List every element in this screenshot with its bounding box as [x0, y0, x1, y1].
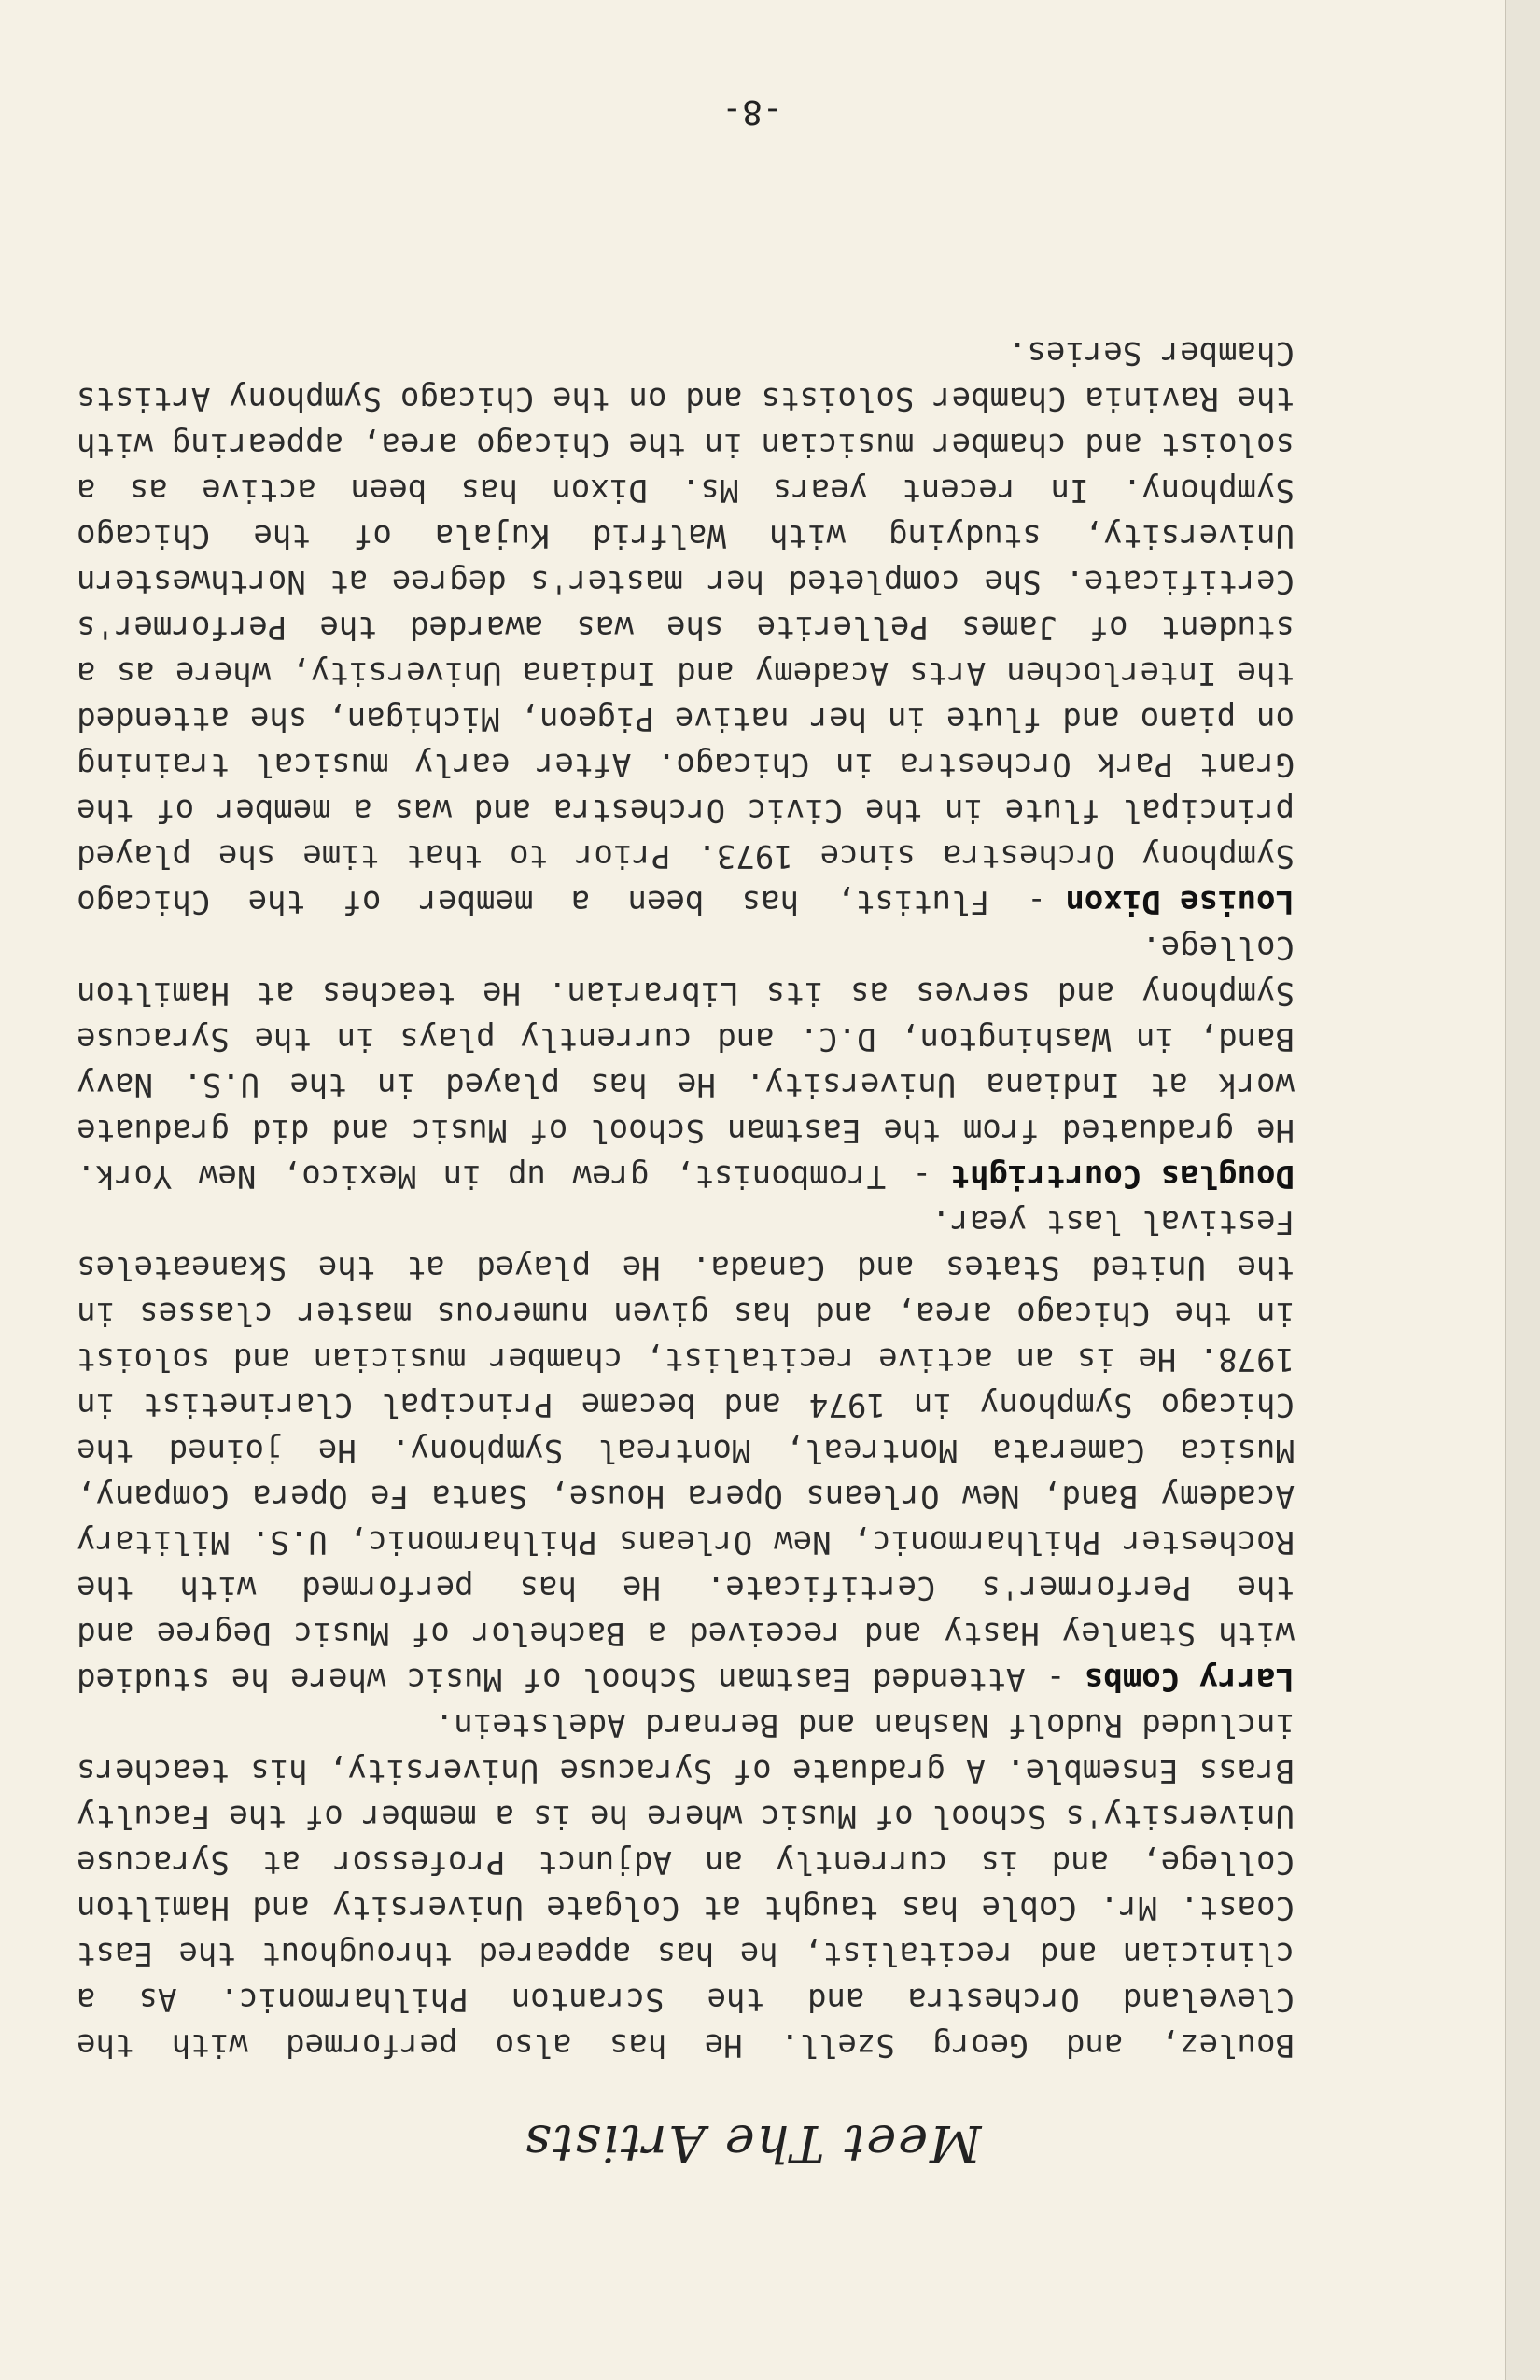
line-text: principal flute in the Civic Orchestra and was a member of the — [77, 791, 1295, 829]
line-text: Symphony and serves as its Librarian. He teaches at Hamilton — [77, 974, 1295, 1012]
line-text: College. — [1141, 929, 1295, 966]
text-line — [77, 1656, 1295, 1701]
line-text: Rochester Philharmonic, New Orleans Philharmonic, U.S. Military — [77, 1523, 1295, 1561]
artist-name: Douglas Courtright — [950, 1157, 1295, 1195]
line-text: Festival last year. — [931, 1203, 1295, 1240]
line-text: Brass Ensemble. A graduate of Syracuse University, his teachers — [77, 1752, 1295, 1789]
line-text: - Flutist, has been a member of the Chicago — [77, 883, 1066, 920]
text-line — [77, 1564, 1295, 1610]
text-line — [77, 1793, 1295, 1839]
line-text: the United States and Canada. He played at the Skaneateles — [77, 1249, 1295, 1286]
text-line — [77, 1976, 1295, 2022]
artist-name: Larry Combs — [1084, 1660, 1295, 1698]
line-text: with Stanley Hasty and received a Bachelor of Music Degree and — [77, 1615, 1295, 1652]
line-text: the Interlochen Arts Academy and Indiana University, where as a — [77, 654, 1295, 692]
line-text: Boulez, and Georg Szell. He has also performed with the — [77, 2026, 1295, 2064]
artist-biographies — [77, 329, 1295, 2067]
line-text: Academy Band, New Orleans Opera House, Santa Fe Opera Company, — [77, 1477, 1295, 1515]
line-text: work at Indiana University. He has played in the U.S. Navy — [77, 1066, 1295, 1103]
text-line — [77, 1336, 1295, 1381]
line-text: clinician and recitalist, he has appeared throughout the East — [77, 1935, 1295, 1972]
line-text: Band, in Washington, D.C. and currently plays in the Syracuse — [77, 1020, 1295, 1057]
text-line — [77, 878, 1295, 924]
text-line — [77, 558, 1295, 604]
line-text: Chicago Symphony in 1974 and became Principal Clarinetist in — [77, 1386, 1295, 1423]
line-text: University's School of Music where he is a member of the Faculty — [77, 1798, 1295, 1835]
text-line — [77, 1427, 1295, 1473]
text-line — [77, 467, 1295, 512]
line-text: Symphony Orchestra since 1973. Prior to that time she played — [77, 837, 1295, 875]
page-edge — [1505, 0, 1540, 2380]
page-number: -8- — [721, 92, 783, 131]
line-text: Musica Camerata Montreal, Montreal Symphony. He joined the — [77, 1432, 1295, 1469]
artist-name: Louise Dixon — [1065, 883, 1295, 920]
line-text: Chamber Series. — [1007, 334, 1295, 371]
line-text: University, studying with Walfrid Kujala of the Chicago — [77, 517, 1295, 554]
text-line — [77, 1015, 1295, 1061]
line-text: soloist and chamber musician in the Chicago area, appearing with — [77, 426, 1295, 463]
text-line — [77, 1381, 1295, 1427]
text-line — [77, 1198, 1295, 1244]
line-text: He graduated from the Eastman School of Music and did graduate — [77, 1112, 1295, 1149]
text-line — [77, 1747, 1295, 1793]
text-line — [77, 924, 1295, 970]
line-text: the Performer's Certificate. He has performed with the — [77, 1569, 1295, 1606]
text-line — [77, 1153, 1295, 1198]
text-line — [77, 833, 1295, 878]
text-line — [77, 1473, 1295, 1519]
text-line — [77, 1930, 1295, 1976]
text-line — [77, 970, 1295, 1015]
line-text: - Trombonist, grew up in Mexico, New York. — [77, 1157, 951, 1195]
line-text: College, and is currently an Adjunct Professor at Syracuse — [77, 1843, 1295, 1881]
text-line — [77, 695, 1295, 741]
line-text: Cleveland Orchestra and the Scranton Philharmonic. As a — [77, 1981, 1295, 2018]
text-line — [77, 1884, 1295, 1930]
line-text: included Rudolf Nashan and Bernard Adelstein. — [434, 1706, 1295, 1743]
line-text: 1978. He is an active recitalist, chamber musician and soloist — [77, 1340, 1295, 1378]
line-text: in the Chicago area, and has given numerous master classes in — [77, 1295, 1295, 1332]
text-line — [77, 650, 1295, 695]
text-line — [77, 1839, 1295, 1884]
text-line — [77, 787, 1295, 833]
text-line — [77, 1519, 1295, 1564]
line-text: Certificate. She completed her master's degree at Northwestern — [77, 563, 1295, 600]
text-line — [77, 604, 1295, 650]
text-line — [77, 1290, 1295, 1336]
line-text: on piano and flute in her native Pigeon, Michigan, she attended — [77, 700, 1295, 737]
text-line — [77, 375, 1295, 421]
text-line — [77, 329, 1295, 375]
text-line — [77, 1610, 1295, 1656]
text-line — [77, 1107, 1295, 1153]
text-line — [77, 1244, 1295, 1290]
text-line — [77, 421, 1295, 467]
text-line — [77, 2022, 1295, 2067]
text-line — [77, 1061, 1295, 1107]
line-text: student of James Pellerite she was awarded the Performer's — [77, 609, 1295, 646]
text-line — [77, 741, 1295, 787]
line-text: Symphony. In recent years Ms. Dixon has been active as a — [77, 471, 1295, 509]
line-text: Grant Park Orchestra in Chicago. After early musical training — [77, 746, 1295, 783]
page-heading: Meet The Artists — [523, 2114, 982, 2173]
text-line — [77, 1701, 1295, 1747]
text-line — [77, 512, 1295, 558]
line-text: Coast. Mr. Coble has taught at Colgate University and Hamilton — [77, 1889, 1295, 1926]
line-text: the Ravinia Chamber Soloists and on the Chicago Symphony Artists — [77, 380, 1295, 417]
line-text: - Attended Eastman School of Music where he studied — [77, 1660, 1085, 1698]
